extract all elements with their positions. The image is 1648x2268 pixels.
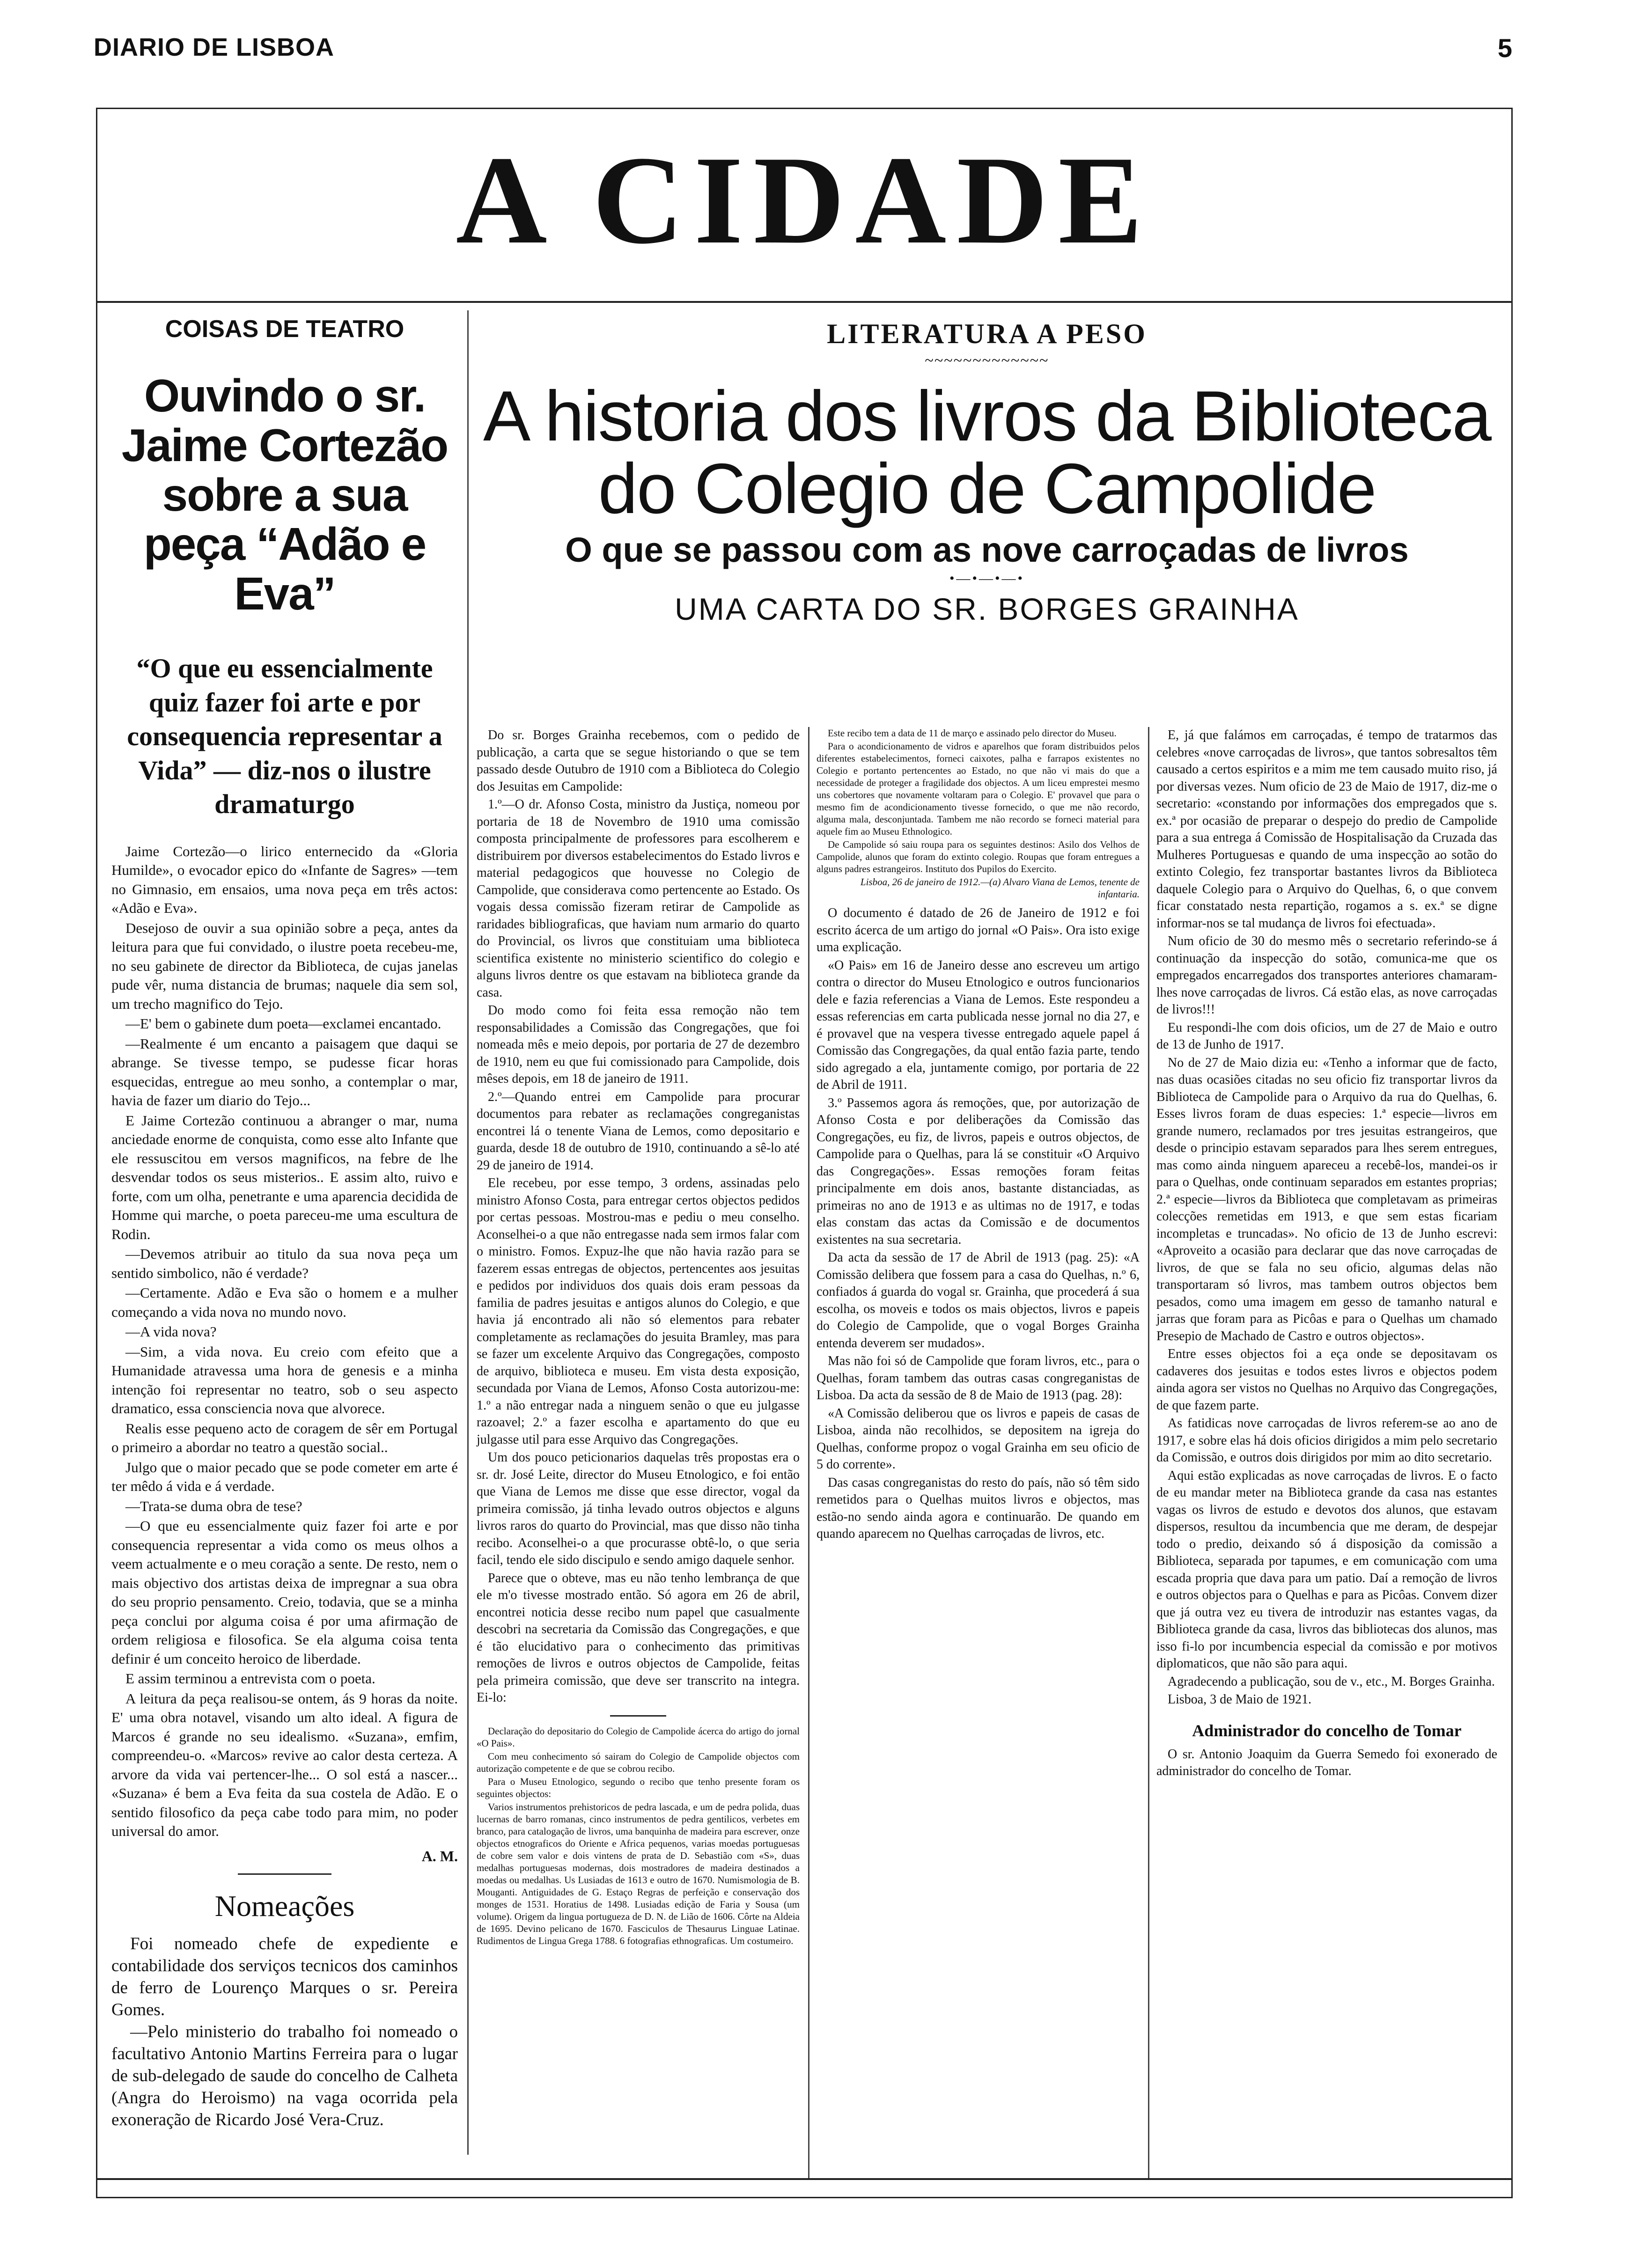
left-paragraph: —Devemos atribuir ao titulo da sua nova peça um sentido simbolico, não é verdade? <box>111 1246 458 1281</box>
left-column <box>111 315 458 2131</box>
article-paragraph: 2.º—Quando entrei em Campolide para procurar documentos para rebater as reclamações congreganistas encontrei lá o tenente Viana de Lemos, como depositario e guarda, desde 18 de outubro de 1910, continuando a sê-lo até 29 de janeiro de 1914. <box>477 1089 800 1173</box>
column-1-divider <box>610 1715 666 1717</box>
article-paragraph: As fatidicas nove carroçadas de livros referem-se ao ano de 1917, e sobre elas há dois oficios dirigidos a mim pelo secretario da Comissão, e outros dois dirigidos por mim ao dito secretario. <box>1156 1416 1497 1465</box>
newspaper-name: DIARIO DE LISBOA <box>94 33 335 61</box>
article-paragraph: Eu respondi-lhe com dois oficios, um de 27 de Maio e outro de 13 de Junho de 1917. <box>1156 1020 1497 1052</box>
nomeacoes-body <box>111 1933 458 2131</box>
short-divider <box>238 1873 331 1875</box>
admin-note-title: Administrador do concelho de Tomar <box>1192 1721 1462 1740</box>
left-body <box>111 842 458 1841</box>
left-headline: Ouvindo o sr. Jaime Cortezão sobre a sua peça “Adão e Eva” <box>121 370 448 620</box>
declaration-paragraph: Com meu conhecimento só sairam do Colegio de Campolide objectos com autorização competente e de que se cobrou recibo. <box>477 1750 800 1774</box>
left-paragraph: —O que eu essencialmente quiz fazer foi arte e por consequencia representar a vida como os meus olhos a veem actualmente e o meu coração a sente. De resto, nem o mais objectivo dos artistas deixa de impregnar a sua obra do seu proprio pensamento. Creio, todavia, que se a minha peça conclui por alguma coisa é por uma afirmação de ordem religiosa e filosofica. Se ela alguma coisa tenta definir é um conceito heroico de liberdade. <box>111 1518 458 1667</box>
article-paragraph: Aqui estão explicadas as nove carroçadas de livros. E o facto de eu mandar meter na Biblioteca grande da casa nas estantes vagas os livros de estudo e devotos dos alunos, que estavam dispersos, resultou da incumbencia que me deram, de despejar todo o predio, deixando só á disposição da comissão a Biblioteca, separada por tapumes, e em comunicação com uma escada propria que dava para um patio. Daí a remoção de livros e outros objectos para o Quelhas e para as Picôas. Convem dizer que já outra vez eu tivera de introduzir nas estantes vagas, da Biblioteca grande da casa, livros das bibliotecas dos alunos, mas isso fi-lo por incumbencia especial da comissão e por motivos diplomaticos, que não são para aqui. <box>1156 1468 1497 1671</box>
article-paragraph: E, já que falámos em carroçadas, é tempo de tratarmos das celebres «nove carroçadas de livros», que tantos sobresaltos têm causado a certos espiritos e a mim me tem causado muito riso, já por diversas vezes. Num oficio de 23 de Maio de 1917, diz-me o secretario: «constando por informações dos empregados que s. ex.ª por ocasião de preparar o despejo do predio de Campolide para a sua entrega á Comissão de Hospitalisação da Cruzada das Mulheres Portuguesas e quando de uma inspecção ao sotão do extinto Colegio, fez transportar bastantes livros da Biblioteca daquele Colegio para o Arquivo do Quelhas, 6, o que convem ficar constatado nesta repartição, rogamos a s. ex.ª se digne informar-nos se tal mudança de livros foi efectuada». <box>1156 728 1497 931</box>
article-paragraph: Um dos pouco peticionarios daquelas três propostas era o sr. dr. José Leite, director do Museu Etnologico, e foi então que Viana de Lemos me disse que esse director, vogal da primeira comissão, já tinha levado outros objectos e alguns livros raros do quarto do Provincial, mas que disso não tinha recibo. Aconselhei-o a que procurasse obtê-lo, o que seria facil, tendo ele sido discipulo e sendo amigo daquele senhor. <box>477 1450 800 1567</box>
left-deck: “O que eu essencialmente quiz fazer foi arte e por consequencia representar a Vida” — diz-nos o ilustre dramaturgo <box>127 653 442 820</box>
article-paragraph: No de 27 de Maio dizia eu: «Tenho a informar que de facto, nas duas ocasiões citadas no seu oficio fiz transportar livros da Biblioteca de Campolide para o Arquivo da rua do Quelhas, 6. Esses livros foram de duas especies: 1.ª especie—livros em grande numero, reclamados por tres jesuitas estrangeiros, que desde o principio estavam separados para lhes serem entregues, mas como ainda ninguem apareceu a recebê-los, mandei-os ir para o Quelhas, onde continuam separados em estantes proprias; 2.ª especie—livros da Biblioteca que completavam as primeiras colecções remetidas em 1913, e que sem estas ficariam incompletas e truncadas». No oficio de 13 de Junho escrevi: «Aproveito a ocasião para declarar que das nove carroçadas de livros, de que se fala no seu oficio, algumas delas não transportaram só livros, mas tambem outros objectos bem pesados, como uma imagem em gesso de tamanho natural e jarras que foram para as Picôas e para o Quelhas um chamado Presepio de Machado de Castro e outros objectos». <box>1156 1055 1497 1343</box>
article-paragraph: 1.º—O dr. Afonso Costa, ministro da Justiça, nomeou por portaria de 18 de Novembro de 1910 uma comissão composta principalmente de professores para escolherem e distribuirem por diversos estabelecimentos do Estado livros e material pedagogicos que houvesse no Colegio de Campolide, que considerava como pertencente ao Estado. Os vogais dessa comissão fizeram retirar de Campolide as raridades bibliograficas, que haviam num armario do quarto do Provincial, os livros que constituiam uma biblioteca scientifica existente no ministerio scientifico do colegio e alguns livros dentre os que estavam na biblioteca grande da casa. <box>477 797 800 1000</box>
article-paragraph: Do sr. Borges Grainha recebemos, com o pedido de publicação, a carta que se segue historiando o que se tem passado desde Outubro de 1910 com a Biblioteca do Colegio dos Jesuitas em Campolide: <box>477 728 800 794</box>
admin-note-text: O sr. Antonio Joaquim da Guerra Semedo foi exonerado de administrador do concelho de Tomar. <box>1156 1747 1497 1778</box>
column-divider <box>808 727 809 2178</box>
article-paragraph: 3.º Passemos agora ás remoções, que, por autorização de Afonso Costa e por deliberações da Comissão das Congregações, eu fiz, de livros, papeis e outros objectos, de Campolide para o Quelhas, para lá se constituir «O Arquivo das Congregações». Essas remoções foram feitas principalmente em dois anos, bastante distanciadas, as primeiras no ano de 1913 e as ultimas no de 1917, e todas elas constam das actas da Comissão e de documentos existentes na sua secretaria. <box>817 1095 1140 1247</box>
left-paragraph: Desejoso de ouvir a sua opinião sobre a peça, antes da leitura para que fui convidado, o ilustre poeta recebeu-me, no seu gabinete de director da Biblioteca, de cujas janelas pude vêr, numa distancia de brumas; naquele dia sem sol, um trecho magnifico do Tejo. <box>111 919 458 1012</box>
column-divider <box>1148 727 1149 2178</box>
declaration-text <box>477 1725 800 1947</box>
article-paragraph: Ele recebeu, por esse tempo, 3 ordens, assinadas pelo ministro Afonso Costa, para entregar certos objectos pedidos por certas pessoas. Mostrou-mas e pediu o meu conselho. Aconselhei-o a que não entregasse nada sem irmos falar com o ministro. Fomos. Expuz-lhe que não havia razão para se fazerem essas entregas de objectos, pertencentes aos jesuitas e pedidos por individuos dos quais dois eram pessoas da familia de padres jesuitas e antigos alunos do Colegio, e que havia já encontrado ali não só elementos para rebater completamente as reclamações do jesuita Bramley, mas para se fazer um excelente Arquivo das Congregações, composto de arquivo, biblioteca e museu. Em vista desta exposição, secundada por Viana de Lemos, Afonso Costa autorizou-me: 1.º a não entregar nada a ninguem senão o que eu julgasse razoavel; 2.º a fazer escolha e apartamento do que eu julgasse util para esse Arquivo das Congregações. <box>477 1176 800 1447</box>
article-column-2 <box>817 727 1140 1544</box>
column-3-text <box>1156 727 1497 1690</box>
declaration-paragraph: Varios instrumentos prehistoricos de pedra lascada, e um de pedra polida, duas lucernas de barro romanas, cinco instrumentos de pedra gentilicos, verbetes em branco, para catalogação de livros, uma banquinha de madeira para escrever, onze objectos etnograficos do Oriente e Africa pequenos, varias moedas portuguesas de cobre sem valor e dois vintens de prata de D. Sebastião com «S», duas medalhas portuguesas modernas, dois mostradores de madeira destinados a moedas ou medalhas. Us Lusiadas de 1613 e outro de 1670. Numismologia de B. Mouganti. Antiguidades de G. Estaço Regras de perfeição e conservação dos monges de 1531. Horatius de 1498. Lusiadas edição de Faria y Sousa (um volume). Origem da lingua portugueza de D. N. de Lião de 1606. Côrte na Aldeia de 1695. Devino pelicano de 1670. Fasciculos de Thesaurus Linguae Latinae. Rudimentos de Lingua Grega 1788. 6 fotografias ethnograficas. Um costumeiro. <box>477 1801 800 1946</box>
left-paragraph: —A vida nova? <box>125 1323 217 1340</box>
declaration-date: Lisboa, 26 de janeiro de 1912.—(a) Alvaro Viana de Lemos, tenente de infantaria. <box>860 876 1140 900</box>
section-title: A CIDADE <box>456 130 1153 270</box>
article-paragraph: Parece que o obteve, mas eu não tenho lembrança de que ele m'o tivesse mostrado então. Só agora em 26 de abril, encontrei noticia desse recibo num papel que casualmente descobri na secretaria da Comissão das Congregações, e que é tão elucidativo para o conhecimento das primitivas remoções de livros e outros objectos de Campolide, feitas pela primeira comissão, que deve ser transcrito na integra. Ei-lo: <box>477 1571 800 1705</box>
deck-divider: •—•—•—• <box>949 571 1024 587</box>
left-paragraph: E Jaime Cortezão continuou a abranger o mar, numa anciedade enorme de conquista, como esse alto Infante que ele ressuscitou em versos magnificos, na febre de lhe desvendar todos os seus misterios.. E assim alto, ruivo e forte, com um olha, penetrante e uma aparencia decidida de Homme qui marche, o poeta pareceu-me uma escultura de Rodin. <box>111 1112 458 1242</box>
declaration-paragraph: Para o acondicionamento de vidros e aparelhos que foram distribuidos pelos diferentes estabelecimentos, forneci caixotes, palha e farrapos existentes no Colegio e portanto pertencentes ao Estado, no que não vi mais do que a necessidade de proteger a fragilidade dos objectos. A um liceu emprestei mesmo uns cobertores que novamente voltaram para o Colegio. E' provavel que para o mesmo fim de acondicionamento tivesse fornecido, o que me não recordo, alguma mala, desconjuntada. Tambem me não recordo se forneci material para aquele fim ao Museu Ethnologico. <box>817 741 1140 837</box>
main-headline-line2: do Colegio de Campolide <box>598 449 1376 529</box>
page-header <box>94 33 1512 61</box>
article-paragraph: Do modo como foi feita essa remoção não tem responsabilidades a Comissão das Congregações, que foi nomeada mês e meio depois, por portaria de 27 de dezembro de 1910, nem eu que fui comissionado para Campolide, dois mêses depois, em 18 de janeiro de 1911. <box>477 1003 800 1086</box>
article-paragraph: Da acta da sessão de 17 de Abril de 1913 (pag. 25): «A Comissão delibera que fossem para a casa do Quelhas, n.º 6, confiados á guarda do vogal sr. Grainha, que procederá á sua escolha, os moveis e todos os mais objectos, livros e papeis do Colegio de Campolide, que o vogal Borges Grainha entenda deverem ser mudados». <box>817 1250 1140 1351</box>
nomeacoes-title: Nomeações <box>214 1889 355 1923</box>
left-paragraph: A leitura da peça realisou-se ontem, ás 9 horas da noite. E' uma obra notavel, visando um alto ideal. A figura de Marcos é grande no seu idealismo. «Suzana», emfim, compreendeu-o. «Marcos» revive ao calor desta certeza. A arvore da vida vai pertencer-lhe... O sol está a nascer... «Suzana» é bem a Eva feita da sua costela de Adão. E o sentido filosofico da peça cabe todo para mim, no poder universal do amor. <box>111 1690 458 1840</box>
article-paragraph: «O Pais» em 16 de Janeiro desse ano escreveu um artigo contra o director do Museu Etnologico e outros funcionarios dele e fazia referencias a Viana de Lemos. Este respondeu a essas referencias em carta publicada nesse jornal no dia 27, e é provavel que na vespera tivesse entregado aquele papel á Comissão das Congregações, da qual então fazia parte, tendo sido agregado a ela, juntamente comigo, por portaria de 22 de Abril de 1911. <box>817 958 1140 1092</box>
left-kicker: COISAS DE TEATRO <box>165 316 405 343</box>
declaration-paragraph: Declaração do depositario do Colegio de Campolide ácerca do artigo do jornal «O Pais». <box>477 1725 800 1749</box>
article-paragraph: Agradecendo a publicação, sou de v., etc., M. Borges Grainha. <box>1168 1674 1495 1689</box>
column-1-text <box>477 727 800 1707</box>
declaration-continued <box>817 727 1140 875</box>
article-paragraph: Das casas congreganistas do resto do país, não só têm sido remetidos para o Quelhas muitos livros e objectos, mas estão-no sendo ainda agora e continuarão. De quando em quando aparecem no Quelhas carroçadas de livros, etc. <box>817 1475 1140 1541</box>
left-paragraph: Jaime Cortezão—o lirico enternecido da «Gloria Humilde», o evocador epico do «Infante de Sagres» —tem no Gimnasio, em ensaios, uma nova peça em três actos: «Adão e Eva». <box>111 843 458 917</box>
date-line: Lisboa, 3 de Maio de 1921. <box>1168 1692 1312 1707</box>
main-article <box>477 315 1497 1946</box>
page-frame <box>96 108 1513 2198</box>
left-paragraph: —Trata-se duma obra de tese? <box>125 1497 302 1514</box>
left-paragraph: —Certamente. Adão e Eva são o homem e a mulher começando a vida nova no mundo novo. <box>111 1284 458 1320</box>
column-2-text <box>817 905 1140 1543</box>
page-number: 5 <box>1497 33 1512 63</box>
article-paragraph: «A Comissão deliberou que os livros e papeis de casas de Lisboa, ainda não recolhidos, se depositem na igreja do Quelhas, conforme propoz o vogal Grainha em seu oficio de 5 do corrente». <box>817 1406 1140 1472</box>
article-paragraph: Num oficio de 30 do mesmo mês o secretario referindo-se á continuação da inspecção do sotão, comunica-me que os empregados encarregados dos transportes anteriores chamaram-lhes nove carroçadas de livros. Cá estão elas, as nove carroçadas de livros!!! <box>1156 934 1497 1017</box>
article-paragraph: Entre esses objectos foi a eça onde se depositavam os cadaveres dos jesuitas e todos estes livros e objectos podem ainda agora ser vistos no Quelhas no Arquivo das Congregações, de que fazem parte. <box>1156 1347 1497 1413</box>
left-paragraph: Julgo que o maior pecado que se pode cometer em arte é ter mêdo á vida e á verdade. <box>111 1459 458 1495</box>
ornament: ~~~~~~~~~~~~~ <box>925 352 1049 369</box>
article-paragraph: Mas não foi só de Campolide que foram livros, etc., para o Quelhas, foram tambem das outras casas congreganistas de Lisboa. Da acta da sessão de 8 de Maio de 1913 (pag. 28): <box>817 1354 1140 1402</box>
left-signature: A. M. <box>421 1847 458 1864</box>
main-deck: O que se passou com as nove carroçadas de livros <box>565 530 1409 570</box>
main-subdeck: UMA CARTA DO SR. BORGES GRAINHA <box>675 592 1299 627</box>
left-paragraph: —Realmente é um encanto a paisagem que daqui se abrange. Se tivesse tempo, se pudesse ficar horas esquecidas, entregue ao meu sonho, a contemplar o mar, havia de fazer um diario do Tejo... <box>111 1035 458 1109</box>
left-paragraph: —Sim, a vida nova. Eu creio com efeito que a Humanidade atravessa uma hora de genesis e a minha intenção foi representar no teatro, sob o seu aspecto dramatico, essa consciencia nova que alvorece. <box>111 1343 458 1417</box>
nomeacoes-paragraph: —Pelo ministerio do trabalho foi nomeado o facultativo Antonio Martins Ferreira para o lugar de sub-delegado de saude do concelho de Calheta (Angra do Heroismo) na vaga ocorrida pela exoneração de Ricardo José Vera-Cruz. <box>111 2022 458 2129</box>
article-column-3 <box>1156 727 1497 1780</box>
left-paragraph: E assim terminou a entrevista com o poeta. <box>125 1670 375 1687</box>
main-headline-line1: A historia dos livros da Biblioteca <box>483 376 1491 456</box>
declaration-paragraph: De Campolide só saiu roupa para os seguintes destinos: Asilo dos Velhos de Campolide, alunos que foram do extinto colegio. Roupas que foram entregues a alguns padres estrangeiros. Instituto dos Pupilos do Exercito. <box>817 839 1140 874</box>
nomeacoes-paragraph: Foi nomeado chefe de expediente e contabilidade dos serviços tecnicos dos caminhos de ferro de Lourenço Marques o sr. Pereira Gomes. <box>111 1934 458 2019</box>
bottom-rule <box>97 2178 1511 2180</box>
column-divider <box>467 310 469 2155</box>
main-kicker: LITERATURA A PESO <box>827 318 1147 349</box>
article-column-1 <box>477 727 800 1948</box>
left-paragraph: Realis esse pequeno acto de coragem de sêr em Portugal o primeiro a abordar no teatro a questão social.. <box>111 1420 458 1456</box>
declaration-paragraph: Este recibo tem a data de 11 de março e assinado pelo director do Museu. <box>828 727 1117 739</box>
section-rule <box>97 301 1511 303</box>
article-paragraph: O documento é datado de 26 de Janeiro de 1912 e foi escrito ácerca de um artigo do jornal «O Pais». Ora isto exige uma explicação. <box>817 906 1140 954</box>
declaration-paragraph: Para o Museu Etnologico, segundo o recibo que tenho presente foram os seguintes objectos: <box>477 1776 800 1799</box>
left-paragraph: —E' bem o gabinete dum poeta—exclamei encantado. <box>125 1015 441 1032</box>
